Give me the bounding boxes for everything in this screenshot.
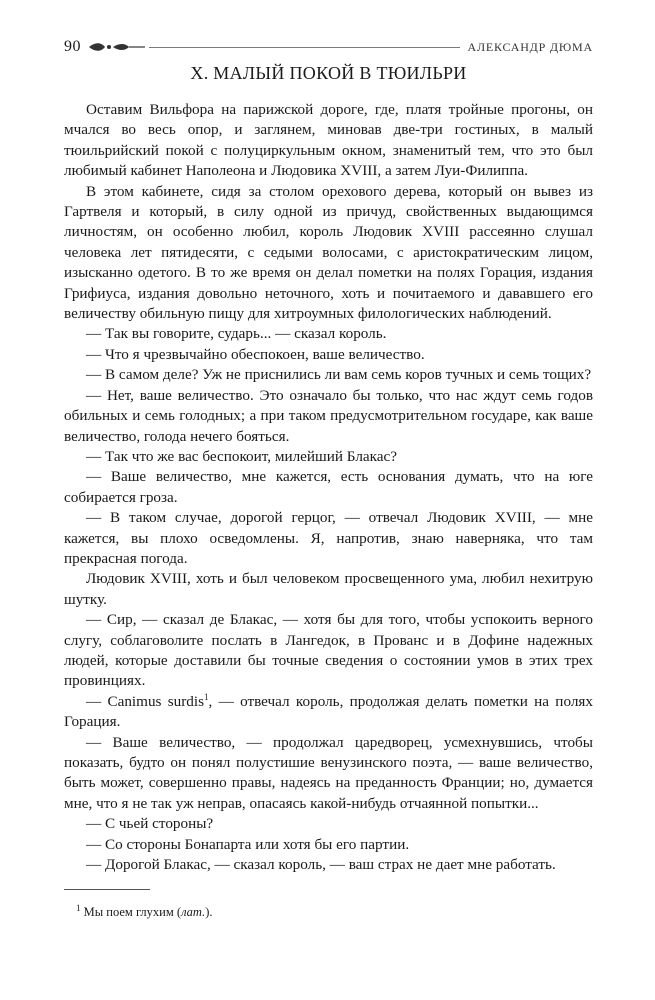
paragraph: — В самом деле? Уж не приснились ли вам семь коров тучных и семь тощих? [86,366,592,384]
footnote [76,900,213,920]
chapter-title: X. МАЛЫЙ ПОКОЙ В ТЮИЛЬРИ [190,63,467,83]
page-header [64,34,593,60]
body-text [64,100,593,875]
paragraph: Людовик XVIII, хоть и был человеком просвещенного ума, любил нехитрую шутку. [64,570,593,608]
paragraph: — Сир, — сказал де Блакас, — хотя бы для того, чтобы успокоить верного слугу, соблаговолите послать в Лангедок, в Прованс и в Дофине надежных людей, которые доставили бы точные сведения о состоянии умов в этих трех провинциях. [64,611,593,690]
paragraph: В этом кабинете, сидя за столом орехового дерева, который он вывез из Гартвеля и который, в силу одной из причуд, свойственных выдающимся личностям, он особенно любил, король Людовик XVIII рассеянно слушал человека лет пятидесяти, с седыми волосами, с аристократическим лицом, изысканно одетого. В то же время он делал пометки на полях Горация, издания Грифиуса, издания довольно неточного, хоть и почитаемого и дававшего его величеству обильную пищу для хитроумных филологических наблюдений. [64,182,593,323]
footnote-text: Мы поем глухим ( [83,905,182,920]
paragraph: — Так что же вас беспокоит, милейший Блакас? [86,447,398,465]
header-rule [149,47,460,48]
paragraph-with-footnote [64,692,593,733]
paragraph: Оставим Вильфора на парижской дороге, где, платя тройные прогоны, он мчался во весь опор, и заглянем, миновав две-три гостиных, в малый тюильрийский покой с полуциркульным окном, знаменитый тем, что это был любимый кабинет Наполеона и Людовика XVIII, а затем Луи-Филиппа. [64,101,593,180]
paragraph: — Что я чрезвычайно обеспокоен, ваше величество. [86,345,425,363]
footnote-close: ). [205,905,213,920]
running-head: АЛЕКСАНДР ДЮМА [467,39,593,54]
footnote-reference[interactable]: 1 [204,691,209,702]
paragraph: — Ваше величество, мне кажется, есть основания думать, что на юге собирается гроза. [64,468,593,506]
paragraph: — Дорогой Блакас, — сказал король, — ваш страх не дает мне работать. [86,856,556,874]
paragraph: — С чьей стороны? [86,815,214,833]
footnote-mark: 1 [76,903,81,913]
paragraph-text: , — отвечал король, продолжая делать пометки на полях Горация. [64,692,593,731]
paragraph: — Ваше величество, — продолжал царедворец, усмехнувшись, чтобы показать, будто он понял полустишие венузинского поэта, — ваше величество, быть может, совершенно правы, надеясь на преданность Франции; но, думается мне, что я не так уж неправ, опасаясь какой-нибудь отчаянной попытки... [64,733,593,812]
footnote-italic: лат. [181,905,206,920]
footnote-rule [64,889,150,890]
paragraph: — Так вы говорите, сударь... — сказал король. [86,325,387,343]
paragraph: — В таком случае, дорогой герцог, — отвечал Людовик XVIII, — мне кажется, вы плохо осведомлены. Я, напротив, знаю наверняка, что там прекрасная погода. [64,509,593,567]
paragraph: — Нет, ваше величество. Это означало бы только, что нас ждут семь годов обильных и семь голодных; а при таком предусмотрительном государе, как ваше величество, голода нечего бояться. [64,386,593,445]
ornament-icon [87,40,145,54]
paragraph-text: — Canimus surdis [86,692,205,710]
paragraph: — Со стороны Бонапарта или хотя бы его партии. [86,835,410,853]
page-number: 90 [64,38,81,55]
